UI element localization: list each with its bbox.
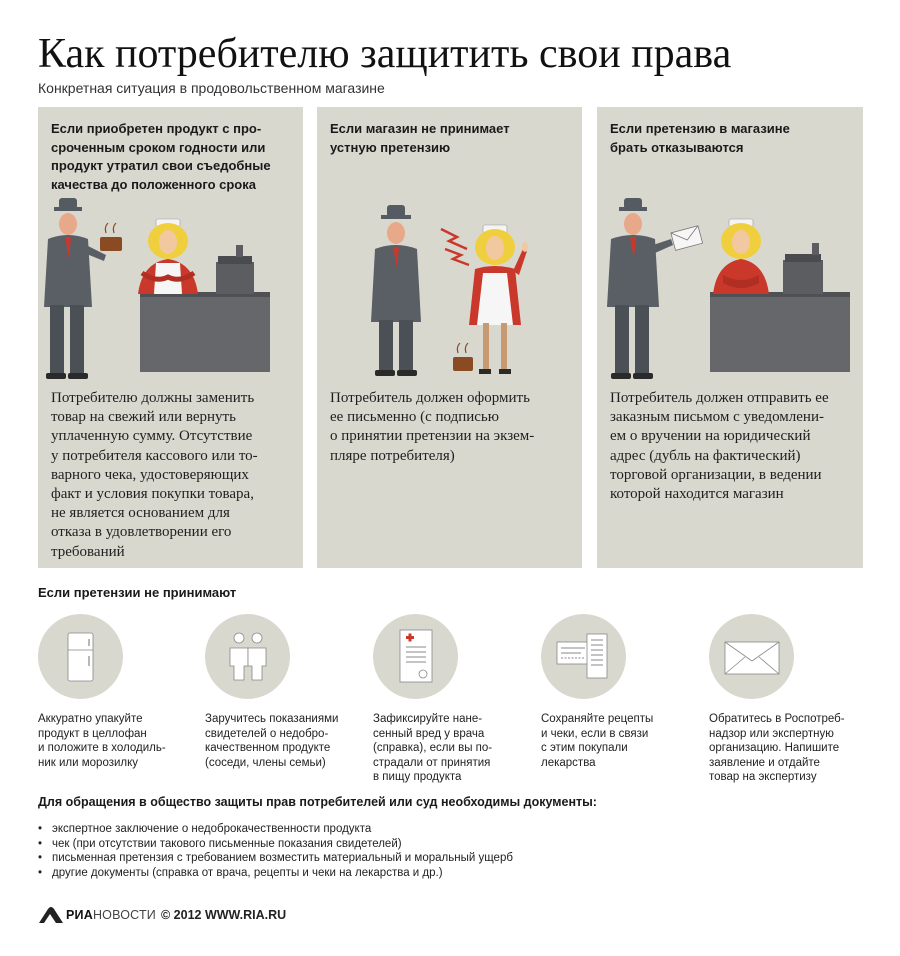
documents-list — [38, 822, 513, 881]
panel-text: Потребителю должны заменить товар на свежий или вернуть уплаченную сумму. Отсутствие у потребителя кассового или то- варного чека, удостоверяющих факт и условия покупки товара, не является основанием для отказа в удовлетворении его требований — [51, 390, 258, 560]
receipts-icon — [541, 614, 626, 699]
fridge-icon — [38, 614, 123, 699]
step-label: Сохраняйте рецепты и чеки, если в связи с этим покупали лекарства — [541, 713, 654, 769]
list-item: • экспертное заключение о недоброкачественности продукта — [38, 822, 513, 837]
page-subtitle: Конкретная ситуация в продовольственном магазине — [38, 80, 385, 96]
ria-logo-text: РИАНОВОСТИ — [66, 908, 156, 922]
envelope-icon — [709, 614, 794, 699]
step-label: Аккуратно упакуйте продукт в целлофан и положите в холодиль- ник или морозилку — [38, 713, 166, 769]
copyright: © 2012 WWW.RIA.RU — [160, 908, 287, 922]
step-label: Обратитесь в Роспотреб- надзор или экспертную организацию. Напишите заявление и отдайте товар на экспертизу — [709, 713, 845, 783]
section-title: Если претензии не принимают — [38, 585, 237, 600]
situation-panel-oral-claim — [317, 107, 582, 568]
witnesses-icon — [205, 614, 290, 699]
list-item: • чек (при отсутствии такового письменные показания свидетелей) — [38, 837, 513, 852]
page-title: Как потребителю защитить свои права — [38, 31, 732, 77]
ria-logo-icon — [38, 905, 64, 925]
footer — [38, 905, 286, 925]
situation-panel-expired-product — [38, 107, 303, 568]
panel-title: Если приобретен продукт с про- сроченным сроком годности или продукт утратил свои съедобные качества до положенного срока — [51, 121, 271, 192]
documents-title: Для обращения в общество защиты прав потребителей или суд необходимы документы: — [38, 795, 597, 809]
step-label: Заручитесь показаниями свидетелей о недобро- качественном продукте (соседи, члены семьи) — [205, 713, 339, 769]
panel-title: Если магазин не принимает устную претензию — [330, 121, 510, 155]
panel-text: Потребитель должен отправить ее заказным письмом с уведомлени- ем о вручении на юридический адрес (дубль на фактический) торговой организации, в ведении которой находится магазин — [610, 390, 829, 503]
medical-certificate-icon — [373, 614, 458, 699]
situation-panel-written-claim-refused — [597, 107, 863, 568]
panel-title: Если претензию в магазине брать отказываются — [610, 121, 790, 155]
panel-text: Потребитель должен оформить ее письменно (с подписью о принятии претензии на экзем- пляре потребителя) — [330, 390, 535, 464]
list-item: • другие документы (справка от врача, рецепты и чеки на лекарства и др.) — [38, 866, 513, 881]
list-item: • письменная претензия с требованием возместить материальный и моральный ущерб — [38, 851, 513, 866]
step-label: Зафиксируйте нане- сенный вред у врача (справка), если вы по- страдали от принятия в пищу продукта — [373, 713, 493, 783]
